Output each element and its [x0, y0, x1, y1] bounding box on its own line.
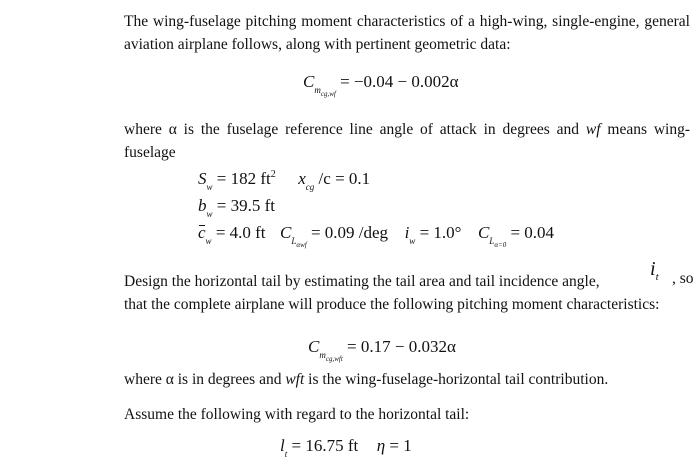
geometry-row-3: $c_w = 4.0$ ft $C_{L_{\alpha wf}} = 0.09$ /deg $i_w = 1.0^\circ$ $C_{L_{\alpha=0}} = 0.04$	[198, 223, 555, 249]
geometry-row-2: $b_w = 39.5$ ft	[198, 196, 275, 219]
intro-paragraph: The wing-fuselage pitching moment characteristics of a high-wing, single-engine, general aviation airplane follows, along with pertinent geometric data:	[124, 13, 690, 53]
alpha-definition-paragraph: where α is the fuselage reference line angle of attack in degrees and wf means wing-fuselage	[124, 121, 690, 161]
design-task-paragraph: Design the horizontal tail by estimating the tail area and tail incidence angle,	[124, 273, 600, 290]
assumption-paragraph: Assume the following with regard to the horizontal tail:	[124, 406, 470, 423]
complete-airplane-moment-equation: $C_{m_{cg,wft}} = 0.17 - 0.032\alpha$	[308, 337, 456, 363]
tail-incidence-symbol: $i_t$	[650, 258, 659, 283]
geometry-row-1: $S_w = 182$ $ft^2$ $x_{cg}$ /c = 0.1	[198, 169, 371, 192]
design-task-so: , so	[672, 270, 694, 287]
wing-fuselage-moment-equation: $C_{m_{cg,wf}} = -0.04 - 0.002\alpha$	[303, 72, 459, 98]
wft-definition-paragraph: where α is in degrees and wft is the wing-fuselage-horizontal tail contribution.	[124, 371, 609, 388]
tail-assumption-equation: $l_t = 16.75$ ft η = 1	[280, 436, 412, 459]
design-task-continuation: that the complete airplane will produce the following pitching moment characteristics:	[124, 296, 660, 313]
